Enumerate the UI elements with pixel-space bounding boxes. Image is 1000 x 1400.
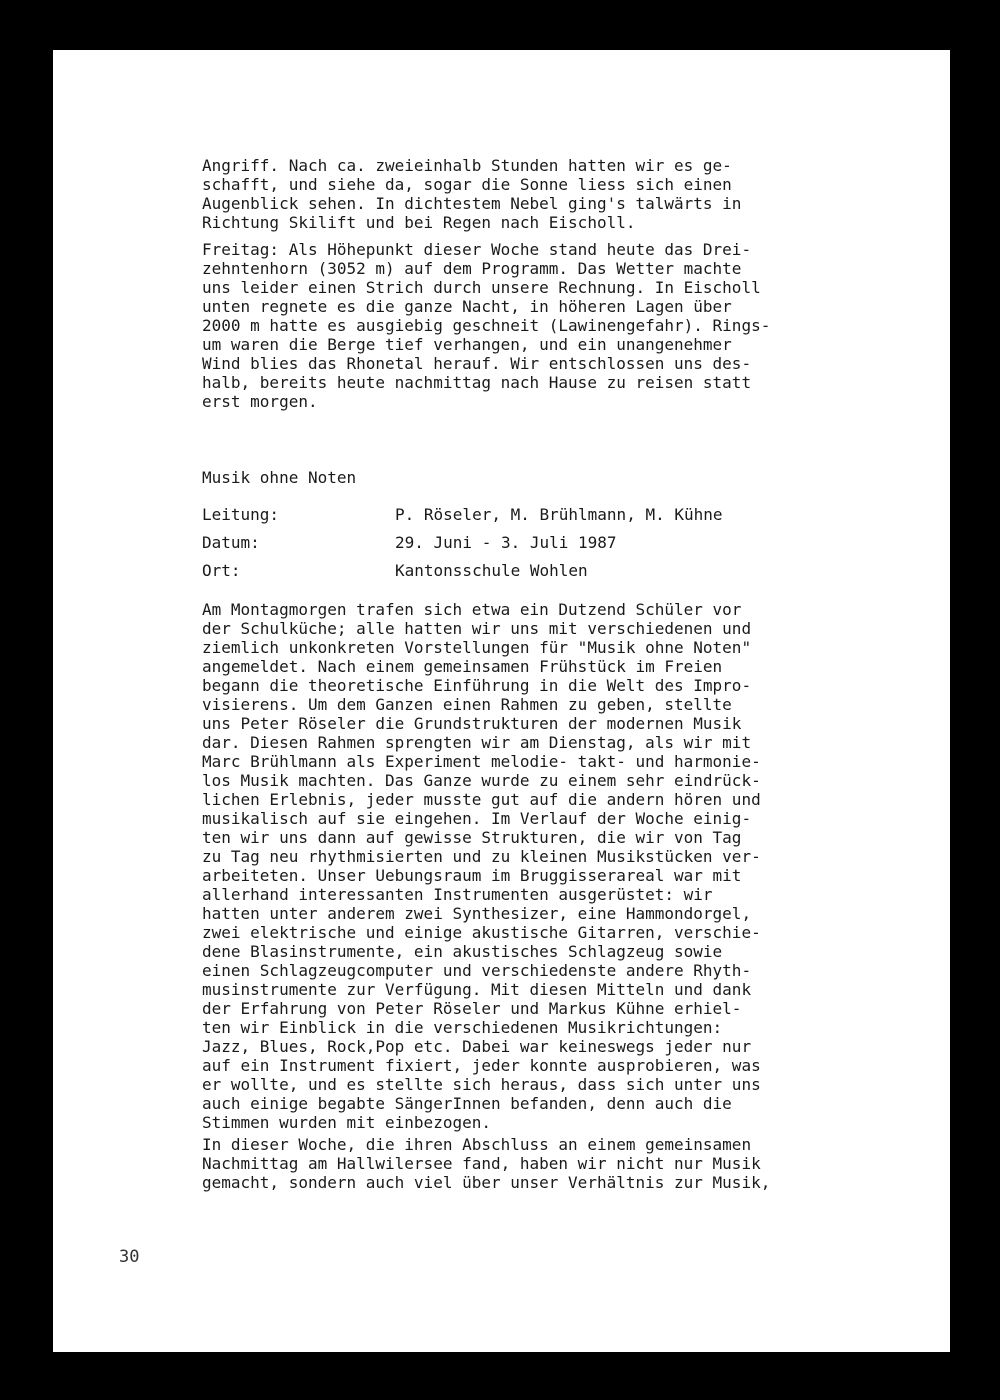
meta-row-leitung [202, 504, 842, 532]
paragraph-freitag: Freitag: Als Höhepunkt dieser Woche stand heute das Drei- zehntenhorn (3052 m) auf dem Programm. Das Wetter machte uns leider einen Strich durch unsere Rechnung. In Eischoll unten regnete es die ganze Nacht, in höheren Lagen über 2000 m hatte es ausgiebig geschneit (Lawinengefahr). Rings- um waren die Berge tief verhangen, und ein unangenehmer Wind blies das Rhonetal herauf. Wir entschlossen uns des- halb, bereits heute nachmittag nach Hause zu reisen statt erst morgen. [202, 240, 771, 411]
meta-label: Ort: [202, 561, 241, 580]
page-number: 30 [119, 1247, 140, 1267]
document-page [53, 50, 950, 1352]
paragraph-montagmorgen: Am Montagmorgen trafen sich etwa ein Dutzend Schüler vor der Schulküche; alle hatten wir uns mit verschiedenen und ziemlich unkonkreten Vorstellungen für "Musik ohne Noten" angemeldet. Nach einem gemeinsamen Frühstück im Freien begann die theoretische Einführung in die Welt des Impro- visierens. Um dem Ganzen einen Rahmen zu geben, stellte uns Peter Röseler die Grundstrukturen der modernen Musik dar. Diesen Rahmen sprengten wir am Dienstag, als wir mit Marc Brühlmann als Experiment melodie- takt- und harmonie- los Musik machten. Das Ganze wurde zu einem sehr eindrück- lichen Erlebnis, jeder musste gut auf die andern hören und musikalisch auf sie eingehen. Im Verlauf der Woche einig- ten wir uns dann auf gewisse Strukturen, die wir von Tag zu Tag neu rhythmisierten und zu kleinen Musikstücken ver- arbeiteten. Unser Uebungsraum im Bruggisserareal war mit allerhand interessanten Instrumenten ausgerüstet: wir hatten unter anderem zwei Synthesizer, eine Hammondorgel, zwei elektrische und einige akustische Gitarren, verschie- dene Blasinstrumente, ein akustisches Schlagzeug sowie einen Schlagzeugcomputer und verschiedenste andere Rhyth- musinstrumente zur Verfügung. Mit diesen Mitteln und dank der Erfahrung von Peter Röseler und Markus Kühne erhiel- ten wir Einblick in die verschiedenen Musikrichtungen: Jazz, Blues, Rock,Pop etc. Dabei war keineswegs jeder nur auf ein Instrument fixiert, jeder konnte ausprobieren, was er wollte, und es stellte sich heraus, dass sich unter uns auch einige begabte SängerInnen befanden, denn auch die Stimmen wurden mit einbezogen. [202, 600, 761, 1132]
meta-label: Datum: [202, 533, 260, 552]
meta-row-ort [202, 560, 842, 588]
meta-label: Leitung: [202, 505, 280, 524]
section-title: Musik ohne Noten [202, 468, 357, 487]
paragraph-woche-abschluss: In dieser Woche, die ihren Abschluss an einem gemeinsamen Nachmittag am Hallwilersee fand, haben wir nicht nur Musik gemacht, sondern auch viel über unser Verhältnis zur Musik, [202, 1135, 771, 1192]
meta-value: Kantonsschule Wohlen [395, 561, 588, 580]
paragraph-eischoll-end: Angriff. Nach ca. zweieinhalb Stunden hatten wir es ge- schafft, und siehe da, sogar die Sonne liess sich einen Augenblick sehen. In dichtestem Nebel ging's talwärts in Richtung Skilift und bei Regen nach Eischoll. [202, 156, 742, 232]
course-meta-table [202, 504, 842, 588]
meta-row-datum [202, 532, 842, 560]
meta-value: P. Röseler, M. Brühlmann, M. Kühne [395, 505, 723, 524]
meta-value: 29. Juni - 3. Juli 1987 [395, 533, 617, 552]
